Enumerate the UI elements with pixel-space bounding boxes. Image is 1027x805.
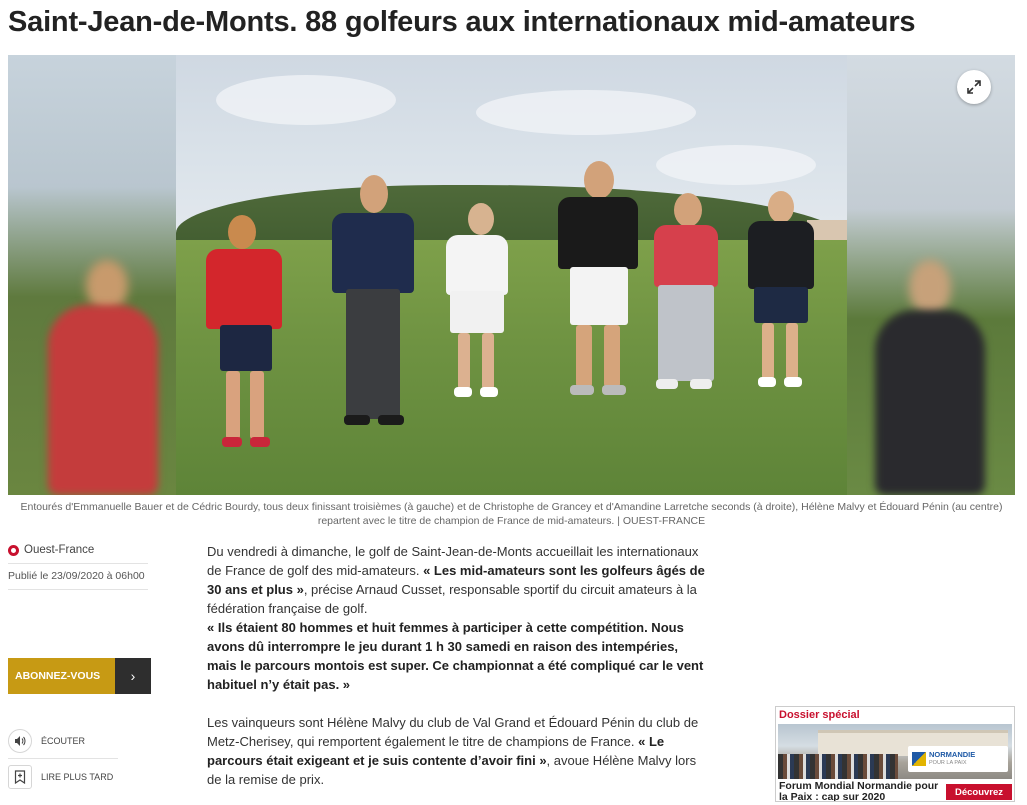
ad-discover-button[interactable]: Découvrez bbox=[946, 784, 1012, 800]
subscribe-label: ABONNEZ-VOUS bbox=[8, 658, 115, 694]
ad-text: Forum Mondial Normandie pour la Paix : cap sur 2020 bbox=[779, 780, 939, 802]
ad-image bbox=[778, 724, 1012, 779]
read-later-button[interactable] bbox=[8, 765, 113, 789]
normandie-logo: NORMANDIE POUR LA PAIX bbox=[908, 746, 1008, 772]
quote: « Ils étaient 80 hommes et huit femmes à participer à cette compétition. Nous avons dû interrompre le jeu durant 1 h 30 samedi en raison des intempéries, mais le parcours montois est super. Ce championnat a été compliqué car le vent habituel n’y était pas. » bbox=[207, 620, 704, 692]
source-name: Ouest-France bbox=[24, 544, 95, 556]
audio-icon bbox=[8, 729, 32, 753]
photo-caption: Entourés d'Emmanuelle Bauer et de Cédric Bourdy, tous deux finissant troisièmes (à gauche) et de Christophe de Grancey et d'Amandine Larretche seconds (à droite), Hélène Malvy et Édouard Pénin (au centre) repartent avec le titre de champion de France de mid-amateurs. | OUEST-FRANCE bbox=[20, 501, 1003, 527]
expand-photo-button[interactable] bbox=[957, 70, 991, 104]
chevron-right-icon: › bbox=[115, 658, 151, 694]
published-date: Publié le 23/09/2020 à 06h00 bbox=[8, 570, 145, 582]
photo-main bbox=[176, 55, 847, 495]
article-body bbox=[207, 542, 707, 805]
paragraph-2: Les vainqueurs sont Hélène Malvy du club de Val Grand et Édouard Pénin du club de Metz-Cherisey, qui remportent également le titre de champions de France. « Le parcours était exigeant et je suis contente d’avoir fini », avoue Hélène Malvy lors de la remise de prix. bbox=[207, 715, 699, 787]
divider bbox=[8, 563, 148, 564]
quote: « Les mid-amateurs sont les golfeurs âgés de 30 ans et plus » bbox=[207, 563, 705, 597]
photo-blur-left bbox=[8, 55, 176, 495]
photo-blur-right bbox=[847, 55, 1015, 495]
expand-icon bbox=[966, 79, 982, 95]
source[interactable] bbox=[8, 544, 94, 556]
article-title: Saint-Jean-de-Monts. 88 golfeurs aux internationaux mid-amateurs bbox=[8, 6, 916, 38]
bookmark-icon bbox=[8, 765, 32, 789]
subscribe-button[interactable] bbox=[8, 658, 151, 694]
quote: « Le parcours était exigeant et je suis contente d’avoir fini » bbox=[207, 734, 665, 768]
divider bbox=[8, 758, 118, 759]
article-photo[interactable] bbox=[8, 55, 1015, 495]
normandie-logo-icon bbox=[912, 752, 926, 766]
ad-header: Dossier spécial bbox=[779, 709, 860, 721]
listen-label: ÉCOUTER bbox=[41, 736, 86, 746]
paragraph-1: Du vendredi à dimanche, le golf de Saint-Jean-de-Monts accueillait les internationaux de France de golf des mid-amateurs. « Les mid-amateurs sont les golfeurs âgés de 30 ans et plus », précise Arnaud Cusset, responsable sportif du circuit amateurs à la fédération française de golf. « Ils étaient 80 hommes et huit femmes à participer à cette compétition. Nous avons dû interrompre le jeu durant 1 h 30 samedi en raison des intempéries, mais le parcours montois est super. Ce championnat a été compliqué car le vent habituel n’y était pas. » bbox=[207, 544, 705, 692]
listen-button[interactable] bbox=[8, 729, 85, 753]
read-later-label: LIRE PLUS TARD bbox=[41, 772, 114, 782]
ad-banner[interactable] bbox=[775, 706, 1015, 802]
ouest-france-logo-icon bbox=[8, 545, 19, 556]
divider bbox=[8, 589, 148, 590]
